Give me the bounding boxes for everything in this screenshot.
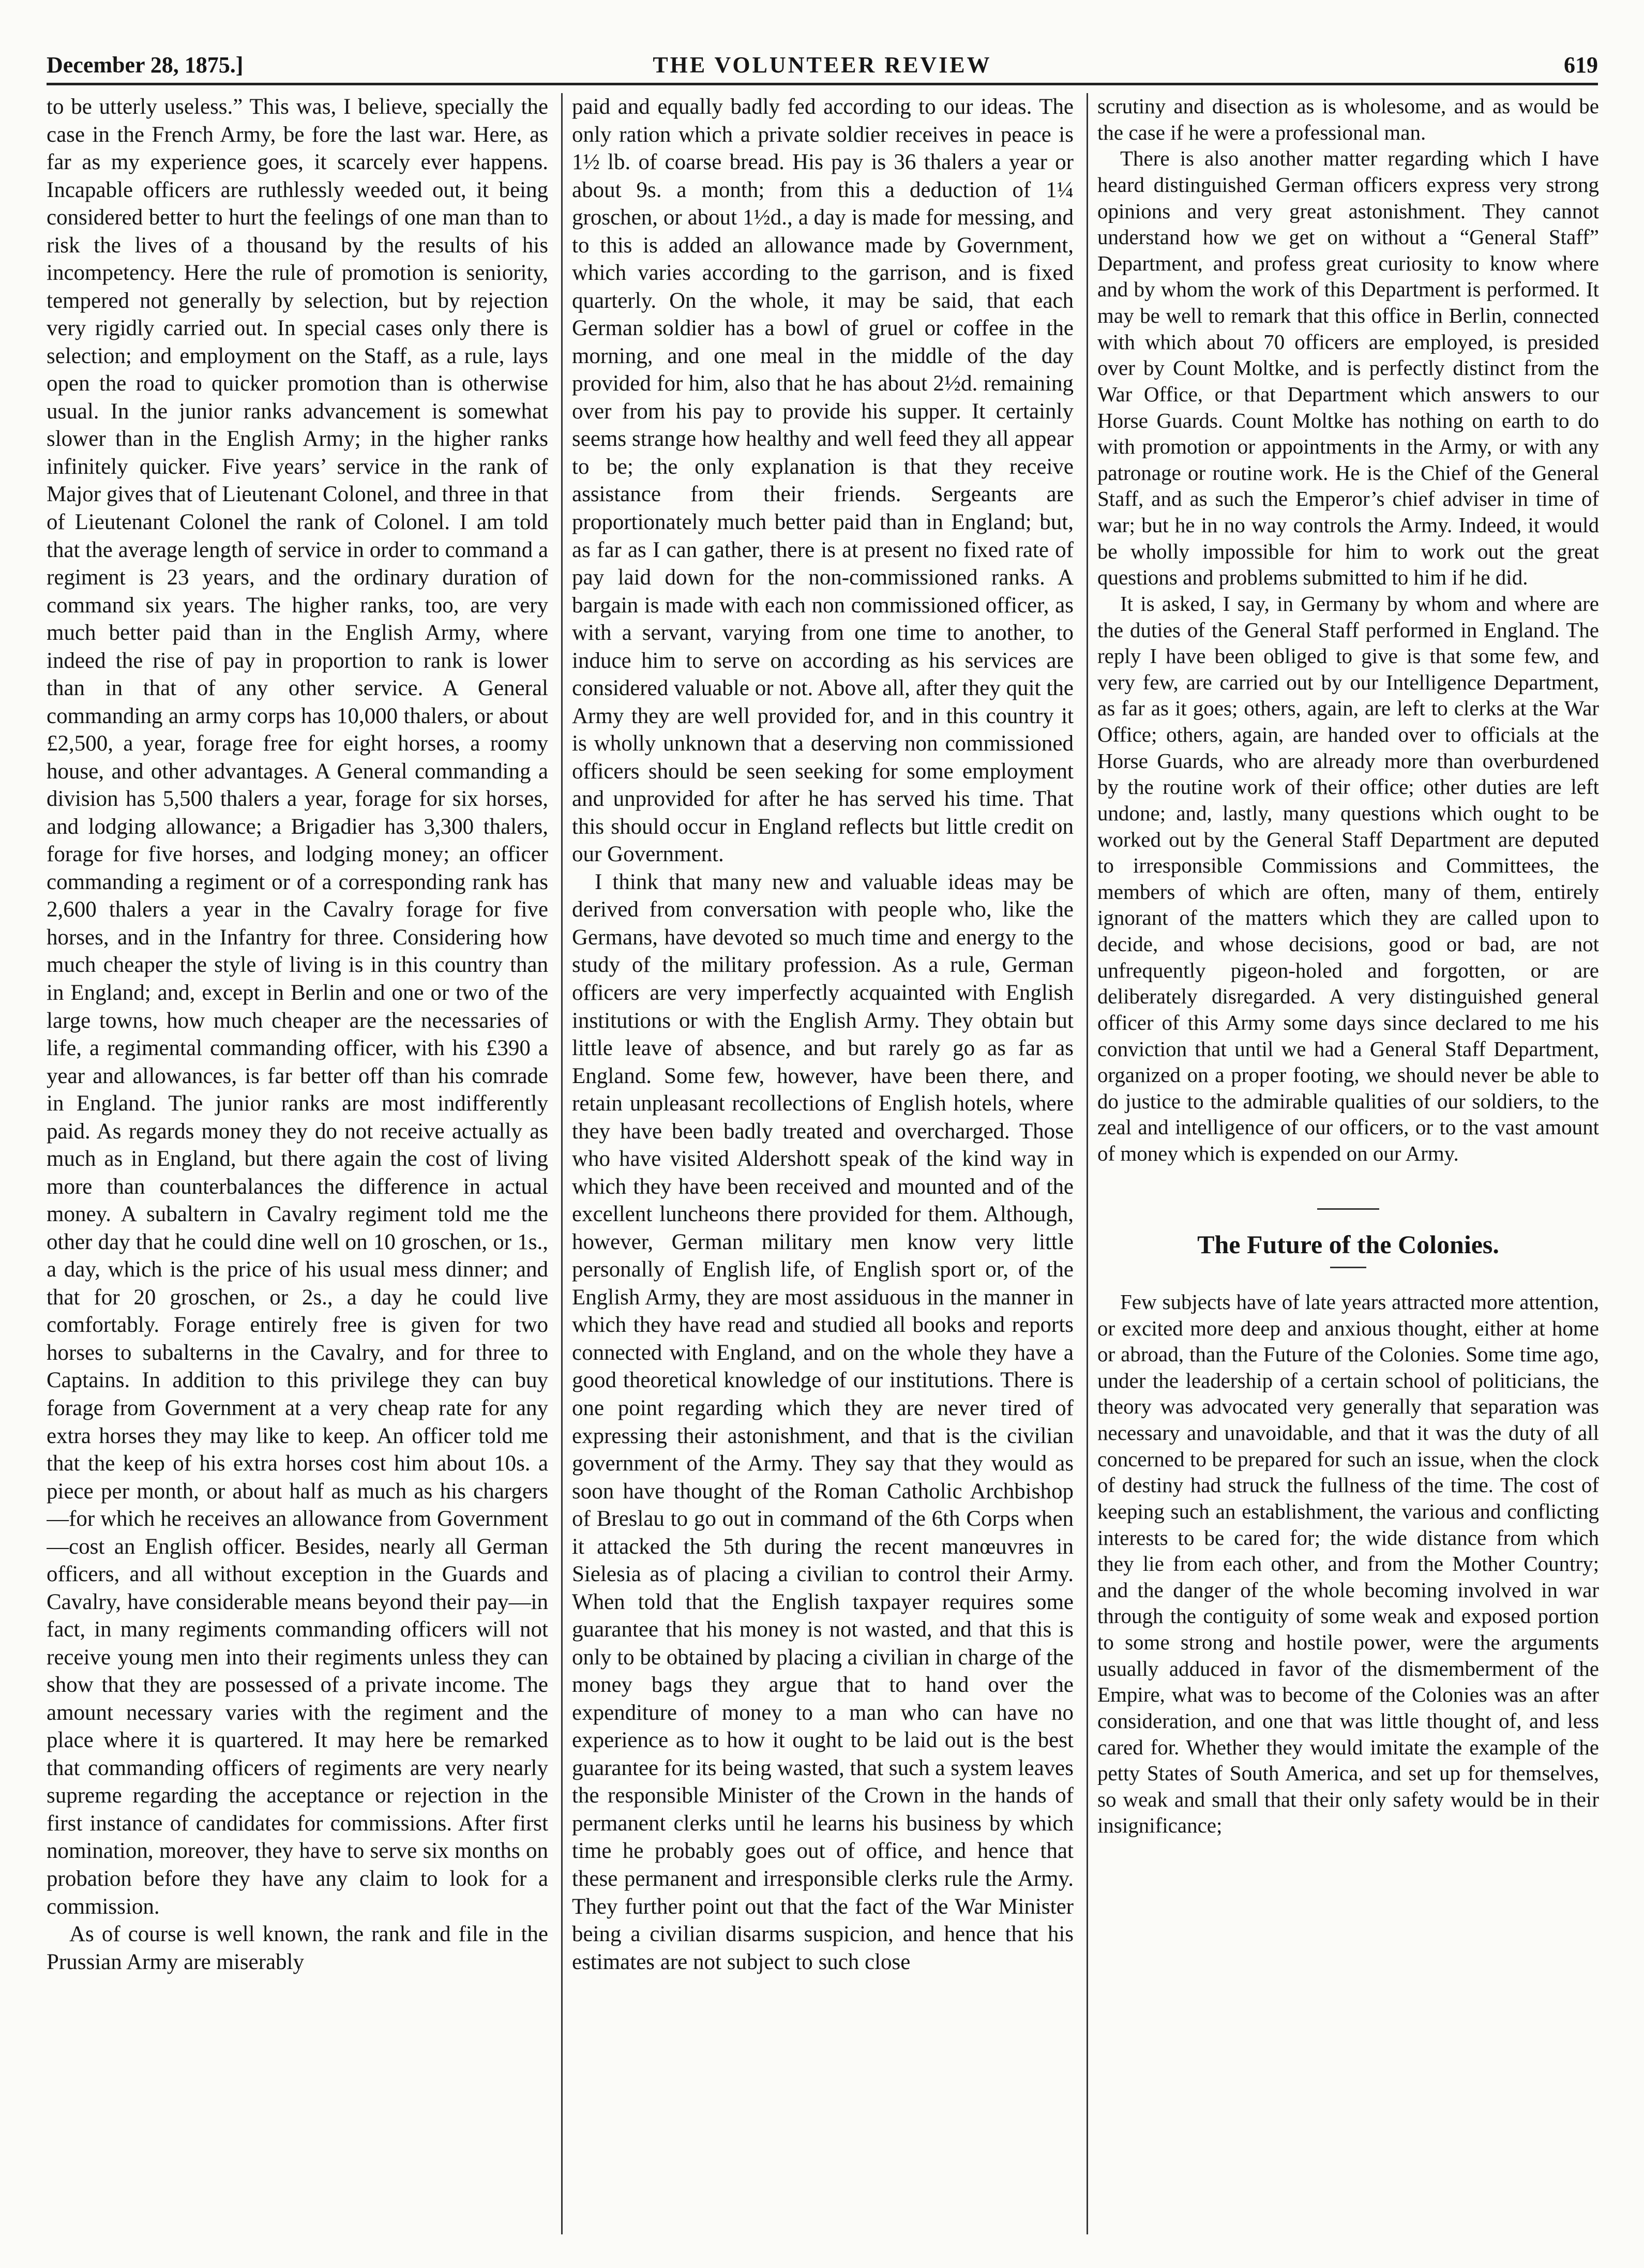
paragraph: There is also another matter regarding which I have heard distinguished German officers express very strong opinions and very great astonishment. They cannot understand how we get on without a “General Staff” Department, and profess great curiosity to know where and by whom the work of this Department is performed. It may be well to remark that this office in Berlin, connected with which about 70 officers are employed, is presided over by Count Moltke, and is perfectly distinct from the War Office, or that Department which answers to our Horse Guards. Count Moltke has nothing on earth to do with promotion or appointments in the Army, or with any patronage or routine work. He is the Chief of the General Staff, and as such the Emperor’s chief adviser in time of war; but he in no way controls the Army. Indeed, it would be wholly impossible for him to work out the great questions and problems submitted to him if he did. xyxy=(1097,146,1599,590)
column-3 xyxy=(1097,93,1599,2234)
paragraph: scrutiny and disection as is wholesome, and as would be the case if he were a professional man. xyxy=(1097,94,1599,144)
paragraph: It is asked, I say, in Germany by whom and where are the duties of the General Staff performed in England. The reply I have been obliged to give is that some few, and very few, are carried out by our Intelligence Department, as far as it goes; others, again, are left to clerks at the War Office; others, again, are handed over to officials at the Horse Guards, who are already more than overburdened by the routine work of their office; other duties are left undone; and, lastly, many questions which ought to be worked out by the General Staff Department are deputed to irresponsible Commissions and Committees, the members of which are often, many of them, entirely ignorant of the matters which they are called upon to decide, and whose decisions, good or bad, are not unfrequently pigeon-holed and forgotten, or are deliberately disregarded. A very distinguished general officer of this Army some days since declared to me his conviction that until we had a General Staff Department, organized on a proper footing, we should never be able to do justice to the admirable qualities of our soldiers, to the zeal and intelligence of our officers, or to the vast amount of money which is expended on our Army. xyxy=(1097,591,1599,1165)
section-separator xyxy=(1317,1208,1379,1210)
column-2 xyxy=(572,93,1074,2234)
column-divider xyxy=(561,93,563,2234)
column-divider xyxy=(1087,93,1088,2234)
header-title: THE VOLUNTEER REVIEW xyxy=(653,52,992,78)
header-page-number: 619 xyxy=(1564,52,1598,78)
paragraph: As of course is well known, the rank and file in the Prussian Army are miserably xyxy=(47,1922,548,1974)
title-rule xyxy=(1330,1267,1366,1268)
article-title: The Future of the Colonies. xyxy=(1197,1229,1499,1259)
column-1 xyxy=(47,93,548,2234)
paragraph: to be utterly useless.” This was, I believe, specially the case in the French Army, be fore the last war. Here, as far as my experience goes, it scarcely ever happens. Incapable officers are ruthlessly weeded out, it being considered better to hurt the feelings of one man than to risk the lives of a thousand by the results of his incompetency. Here the rule of promotion is seniority, tempered not generally by selection, but by rejection very rigidly carried out. In special cases only there is selection; and employment on the Staff, as a rule, lays open the road to quicker promotion than is otherwise usual. In the junior ranks advancement is somewhat slower than in the English Army; in the higher ranks infinitely quicker. Five years’ service in the rank of Major gives that of Lieutenant Colonel, and three in that of Lieutenant Colonel the rank of Colonel. I am told that the average length of service in order to command a regiment is 23 years, and the ordinary duration of command six years. The higher ranks, too, are very much better paid than in the English Army, where indeed the rise of pay in proportion to rank is lower than in that of any other service. A General commanding an army corps has 10,000 thalers, or about £2,500, a year, forage free for eight horses, a roomy house, and other advantages. A General commanding a division has 5,500 thalers a year, forage for six horses, and lodging allowance; a Brigadier has 3,300 thalers, forage for five horses, and lodging money; an officer commanding a regiment or of a corresponding rank has 2,600 thalers a year in the Cavalry forage for five horses, and in the Infantry for three. Considering how much cheaper the style of living is in this country than in England; and, except in Berlin and one or two of the large towns, how much cheaper are the necessaries of life, a regimental commanding officer, with his £390 a year and allowances, is far better off than his comrade in England. The junior ranks are most indifferently paid. As regards money they do not receive actually as much as in England, but there again the cost of living more than counterbalances the difference in actual money. A subaltern in Cavalry regiment told me the other day that he could dine well on 10 groschen, or 1s., a day, which is the price of his usual mess dinner; and that for 20 groschen, or 2s., a day he could live comfortably. Forage entirely free is given for two horses to subalterns in the Cavalry, and for three to Captains. In addition to this privilege they can buy forage from Government at a very cheap rate for any extra horses they may like to keep. An officer told me that the keep of his extra horses cost him about 10s. a piece per month, or about half as much as his chargers—for which he receives an allowance from Government—cost an English officer. Besides, nearly all German officers, and all without exception in the Guards and Cavalry, have considerable means beyond their pay—in fact, in many regiments commanding officers will not receive young men into their regiments unless they can show that they are possessed of a private income. The amount necessary varies with the regiment and the place where it is quartered. It may here be remarked that commanding officers of regiments are very nearly supreme regarding the acceptance or rejection in the first instance of candidates for commissions. After first nomination, moreover, they have to serve six months on probation before they have any claim to look for a commission. xyxy=(47,95,548,1919)
header-date: December 28, 1875.] xyxy=(47,52,244,78)
header-rule xyxy=(47,83,1598,85)
paragraph: I think that many new and valuable ideas may be derived from conversation with people who, like the Germans, have devoted so much time and energy to the study of the military profession. As a rule, German officers are very imperfectly acquainted with English institutions or with the English Army. They obtain but little leave of absence, and but rarely go as far as England. Some few, however, have been there, and retain unpleasant recollections of English hotels, where they have been badly treated and overcharged. Those who have visited Aldershott speak of the kind way in which they have been received and mounted and of the excellent luncheons there provided for them. Although, however, German military men know very little personally of English life, of English sport or, of the English Army, they are most assiduous in the manner in which they have read and studied all books and reports connected with England, and on the whole they have a good theoretical knowledge of our institutions. There is one point regarding which they are never tired of expressing their astonishment, and that is the civilian government of the Army. They say that they would as soon have thought of the Roman Catholic Archbishop of Breslau to go out in command of the 6th Corps when it attacked the 5th during the recent manœuvres in Sielesia as of placing a civilian to control their Army. When told that the English taxpayer requires some guarantee that his money is not wasted, and that this is only to be obtained by placing a civilian in charge of the money bags they argue that to hand over the expenditure of money to a man who can have no experience as to how it ought to be laid out is the best guarantee for its being wasted, that such a system leaves the responsible Minister of the Crown in the hands of permanent clerks until he learns his business by which time he probably goes out of office, and hence that these permanent and irresponsible clerks rule the Army. They further point out that the fact of the War Minister being a civilian disarms suspicion, and hence that his estimates are not subject to such close xyxy=(572,869,1074,1974)
paragraph: paid and equally badly fed according to our ideas. The only ration which a private soldier receives in peace is 1½ lb. of coarse bread. His pay is 36 thalers a year or about 9s. a month; from this a deduction of 1¼ groschen, or about 1½d., a day is made for messing, and to this is added an allowance made by Government, which varies according to the garrison, and is fixed quarterly. On the whole, it may be said, that each German soldier has a bowl of gruel or coffee in the morning, and one meal in the middle of the day provided for him, also that he has about 2½d. remaining over from his pay to provide his supper. It certainly seems strange how healthy and well feed they all appear to be; the only explanation is that they receive assistance from their friends. Sergeants are proportionately much better paid than in England; but, as far as I can gather, there is at present no fixed rate of pay laid down for the non-commissioned ranks. A bargain is made with each non commissioned officer, as with a servant, varying from one time to another, to induce him to serve on according as his services are considered valuable or not. Above all, after they quit the Army they are well provided for, and in this country it is wholly unknown that a deserving non commissioned officers should be seen seeking for some employment and unprovided for after he has served his time. That this should occur in England reflects but little credit on our Government. xyxy=(572,95,1074,867)
paragraph: Few subjects have of late years attracted more attention, or excited more deep and anxious thought, either at home or abroad, than the Future of the Colonies. Some time ago, under the leadership of a certain school of politicians, the theory was advocated very generally that separation was necessary and unavoidable, and that it was the duty of all concerned to be prepared for such an issue, when the clock of destiny had struck the fullness of the time. The cost of keeping such an establishment, the various and conflicting interests to be cared for; the wide distance from which they lie from each other, and from the Mother Country; and the danger of the whole becoming involved in war through the contiguity of some weak and exposed portion to some strong and hostile power, were the arguments usually adduced in favor of the dismemberment of the Empire, what was to become of the Colonies was an after consideration, and one that was little thought of, and less cared for. Whether they would imitate the example of the petty States of South America, and set up for themselves, so weak and small that their only safety would be in their insignificance; xyxy=(1097,1289,1599,1838)
